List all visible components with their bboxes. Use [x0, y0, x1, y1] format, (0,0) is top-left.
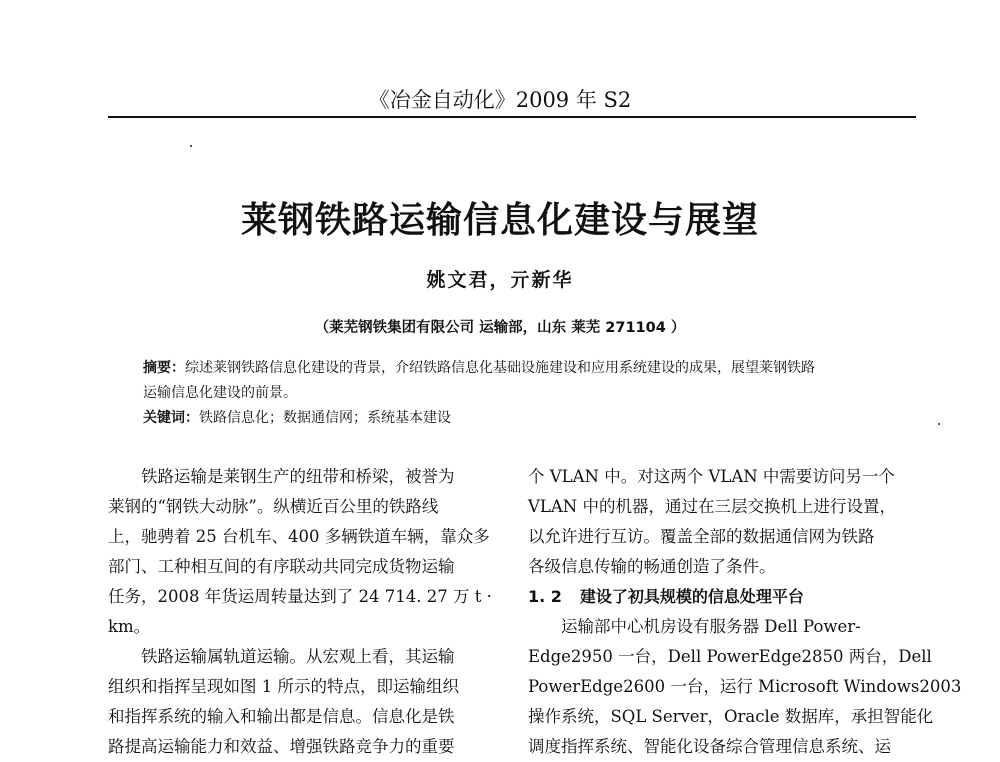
keywords-label: 关键词：	[143, 410, 199, 426]
body-line: 和指挥系统的输入和输出都是信息。信息化是铁	[108, 707, 455, 726]
abstract-text-1: 综述莱钢铁路信息化建设的背景，介绍铁路信息化基础设施建设和应用系统建设的成果，展望莱钢铁路	[185, 360, 815, 376]
body-line: 铁路运输是莱钢生产的纽带和桥梁，被誉为	[141, 467, 455, 486]
abstract-line-2: 运输信息化建设的前景。	[143, 385, 297, 401]
journal-header: 《冶金自动化》2009 年 S2	[368, 88, 632, 112]
body-line: 操作系统，SQL Server，Oracle 数据库，承担智能化	[528, 707, 934, 726]
scan-speck	[938, 423, 940, 425]
abstract-label: 摘要：	[143, 360, 185, 376]
body-line: 上，驰骋着 25 台机车、400 多辆铁道车辆，靠众多	[108, 527, 490, 546]
body-left-column	[108, 462, 503, 762]
abstract-block	[143, 356, 903, 431]
article-authors: 姚文君，亓新华	[426, 269, 574, 291]
article-affiliation: （莱芜钢铁集团有限公司 运输部，山东 莱芜 271104 ）	[314, 320, 686, 336]
body-line: km。	[108, 617, 151, 636]
section-title: 建设了初具规模的信息处理平台	[579, 587, 804, 606]
body-line: 调度指挥系统、智能化设备综合管理信息系统、运	[528, 737, 891, 756]
body-line: 铁路运输属轨道运输。从宏观上看，其运输	[141, 647, 455, 666]
body-line: 路提高运输能力和效益、增强铁路竞争力的重要	[108, 737, 455, 756]
section-number: 1. 2	[528, 587, 562, 606]
body-line: 部门、工种相互间的有序联动共同完成货物运输	[108, 557, 455, 576]
keywords-text: 铁路信息化；数据通信网；系统基本建设	[199, 410, 451, 426]
body-line: 运输部中心机房设有服务器 Dell Power-	[561, 617, 861, 636]
abstract-line-1	[143, 356, 903, 381]
body-right-column	[528, 462, 962, 762]
body-line: PowerEdge2600 一台，运行 Microsoft Windows2003	[528, 677, 962, 696]
keywords-line	[143, 406, 903, 431]
body-line: 组织和指挥呈现如图 1 所示的特点，即运输组织	[108, 677, 459, 696]
article-title: 莱钢铁路运输信息化建设与展望	[240, 200, 759, 241]
header-rule	[108, 116, 916, 118]
body-line: 任务，2008 年货运周转量达到了 24 714. 27 万 t ·	[108, 587, 492, 606]
body-line: VLAN 中的机器，通过在三层交换机上进行设置，	[528, 497, 896, 516]
section-heading	[528, 582, 923, 612]
body-line: Edge2950 一台，Dell PowerEdge2850 两台，Dell	[528, 647, 932, 666]
scan-speck	[190, 145, 192, 147]
body-line: 个 VLAN 中。对这两个 VLAN 中需要访问另一个	[528, 467, 895, 486]
body-line: 以允许进行互访。覆盖全部的数据通信网为铁路	[528, 527, 875, 546]
body-line: 莱钢的“钢铁大动脉”。纵横近百公里的铁路线	[108, 497, 439, 516]
body-line: 各级信息传输的畅通创造了条件。	[528, 557, 776, 576]
